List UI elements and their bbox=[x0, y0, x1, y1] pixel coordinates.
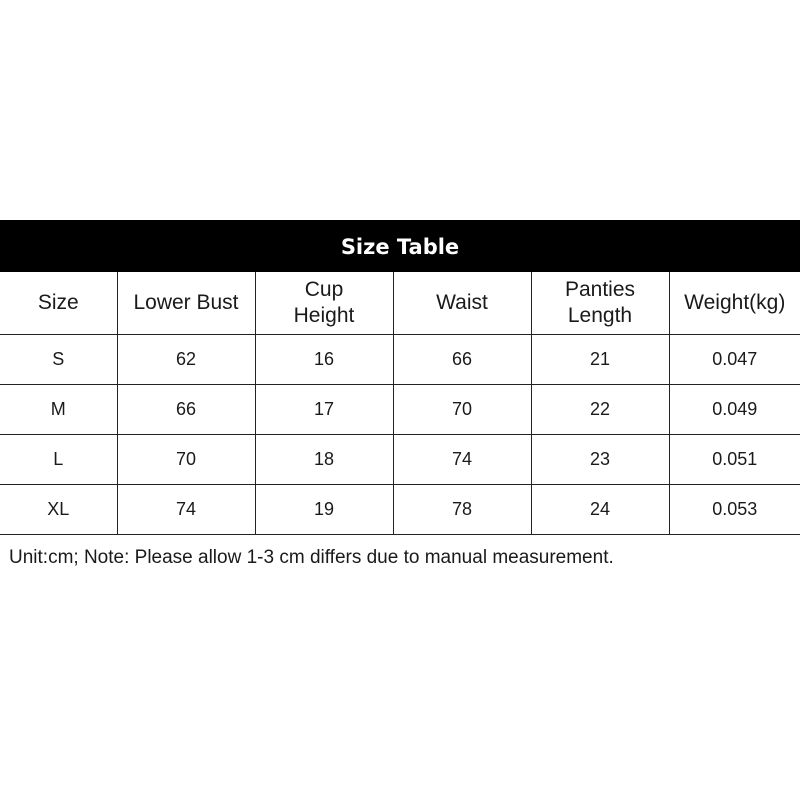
cell-cup-height: 19 bbox=[255, 485, 393, 535]
table-row bbox=[0, 335, 800, 385]
cell-cup-height: 16 bbox=[255, 335, 393, 385]
cell-lower-bust: 62 bbox=[117, 335, 255, 385]
table-title: Size Table bbox=[0, 220, 800, 272]
table-row bbox=[0, 435, 800, 485]
cell-lower-bust: 74 bbox=[117, 485, 255, 535]
cell-weight: 0.047 bbox=[669, 335, 800, 385]
cell-waist: 70 bbox=[393, 385, 531, 435]
cell-weight: 0.051 bbox=[669, 435, 800, 485]
column-header-weight: Weight(kg) bbox=[669, 272, 800, 335]
cell-panties-length: 23 bbox=[531, 435, 669, 485]
cell-panties-length: 24 bbox=[531, 485, 669, 535]
cell-size: S bbox=[0, 335, 117, 385]
cell-waist: 74 bbox=[393, 435, 531, 485]
column-header-panties-length: Panties Length bbox=[531, 272, 669, 335]
cell-cup-height: 18 bbox=[255, 435, 393, 485]
cell-size: L bbox=[0, 435, 117, 485]
cell-panties-length: 22 bbox=[531, 385, 669, 435]
header-row bbox=[0, 272, 800, 335]
column-header-waist: Waist bbox=[393, 272, 531, 335]
cell-cup-height: 17 bbox=[255, 385, 393, 435]
cell-panties-length: 21 bbox=[531, 335, 669, 385]
cell-waist: 78 bbox=[393, 485, 531, 535]
column-header-cup-height: Cup Height bbox=[255, 272, 393, 335]
size-table-block bbox=[0, 220, 800, 535]
cell-weight: 0.053 bbox=[669, 485, 800, 535]
column-header-lower-bust: Lower Bust bbox=[117, 272, 255, 335]
cell-weight: 0.049 bbox=[669, 385, 800, 435]
measurement-note: Unit:cm; Note: Please allow 1-3 cm differs due to manual measurement. bbox=[9, 547, 614, 568]
cell-size: M bbox=[0, 385, 117, 435]
table-row bbox=[0, 385, 800, 435]
cell-waist: 66 bbox=[393, 335, 531, 385]
size-table bbox=[0, 272, 800, 535]
column-header-size: Size bbox=[0, 272, 117, 335]
cell-lower-bust: 66 bbox=[117, 385, 255, 435]
cell-lower-bust: 70 bbox=[117, 435, 255, 485]
table-row bbox=[0, 485, 800, 535]
cell-size: XL bbox=[0, 485, 117, 535]
